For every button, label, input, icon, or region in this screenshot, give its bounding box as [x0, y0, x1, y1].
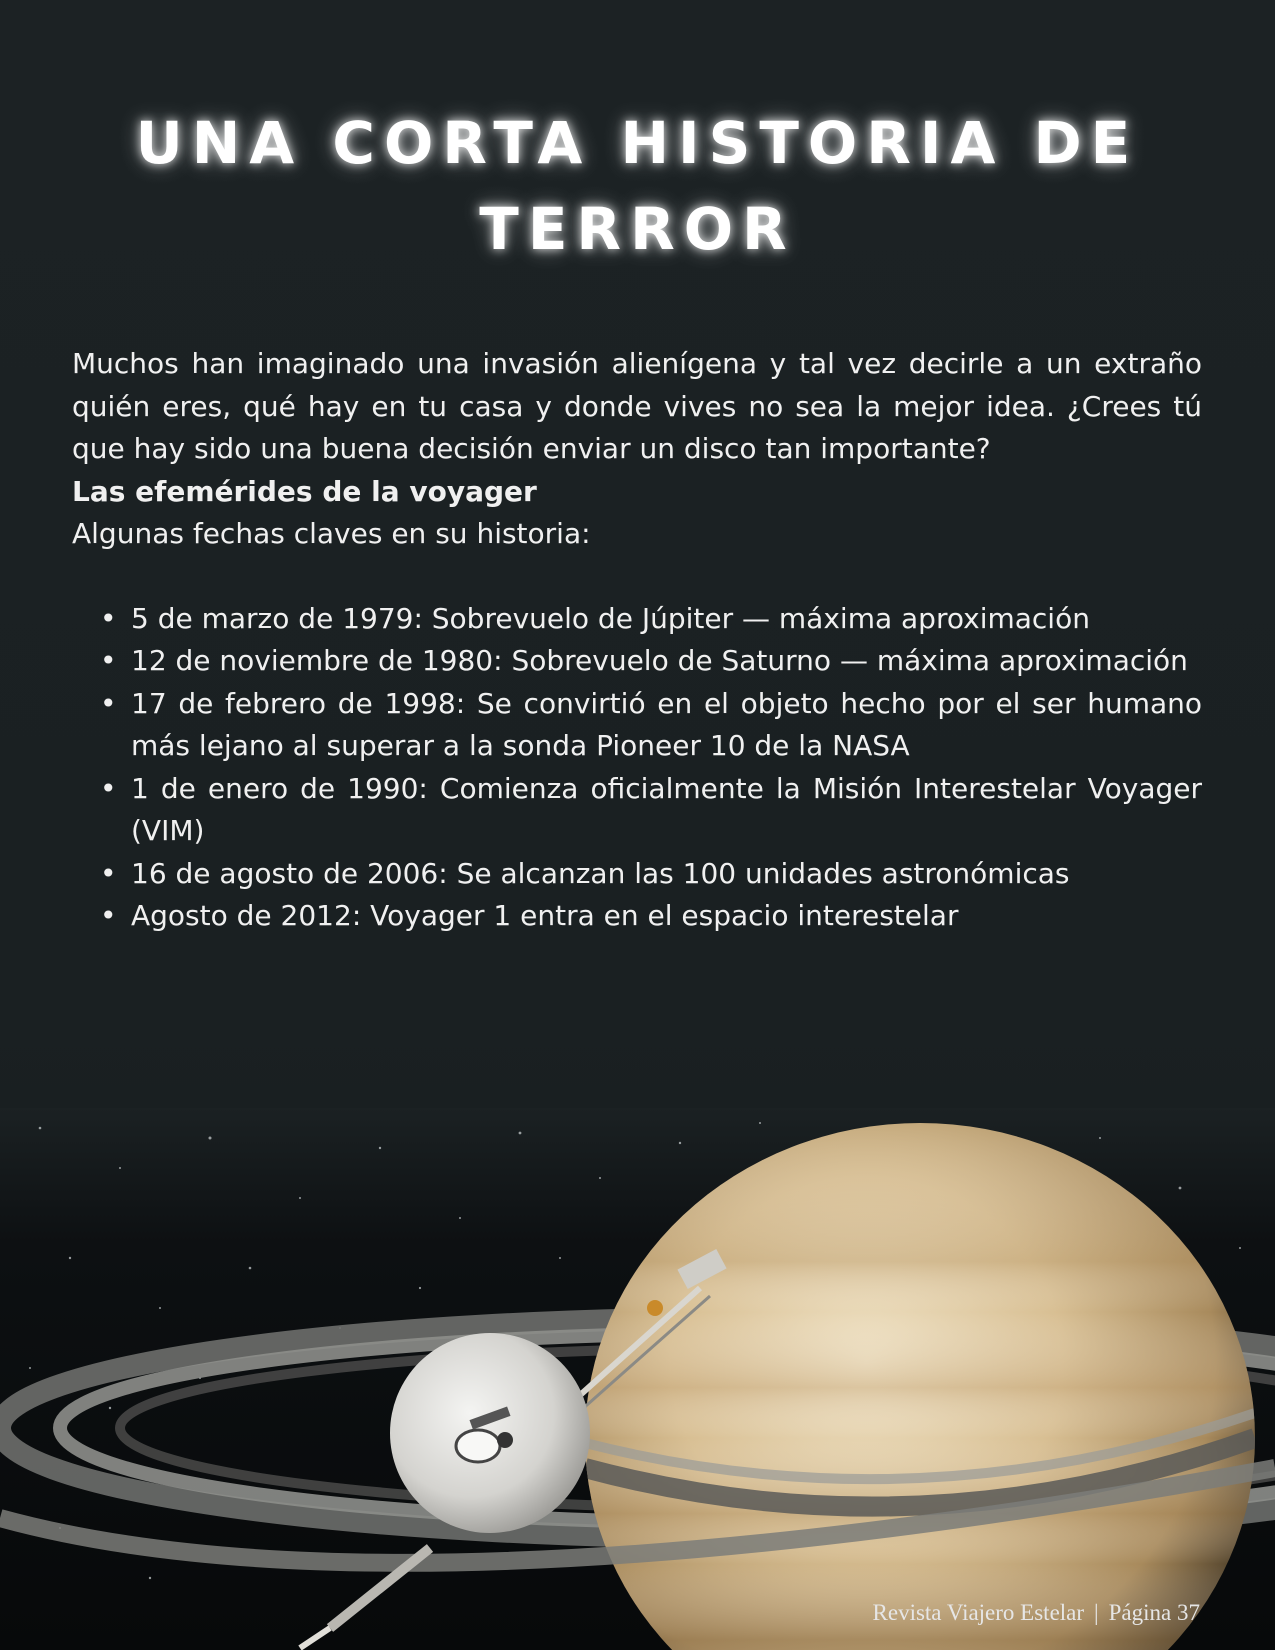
- timeline-item-text: 16 de agosto de 2006: Se alcanzan las 100 unidades astronómicas: [131, 856, 1070, 890]
- page-number: Página 37: [1108, 1600, 1200, 1625]
- title-line-1: UNA CORTA HISTORIA DE: [135, 109, 1140, 177]
- bullet-icon: •: [100, 601, 117, 635]
- magazine-name: Revista Viajero Estelar: [872, 1600, 1085, 1625]
- section-subheading: Las efemérides de la voyager: [72, 474, 537, 508]
- timeline-item: [72, 895, 1202, 938]
- timeline-lead: Algunas fechas claves en su historia:: [72, 517, 591, 550]
- timeline-item: [72, 768, 1202, 853]
- timeline-item: [72, 598, 1202, 641]
- timeline-item-text: 12 de noviembre de 1980: Sobrevuelo de Saturno — máxima aproximación: [131, 644, 1188, 677]
- bullet-icon: •: [100, 856, 117, 890]
- page-title: [100, 100, 1175, 272]
- bullet-icon: •: [100, 899, 117, 932]
- bullet-icon: •: [100, 686, 117, 720]
- title-line-2: TERROR: [479, 195, 796, 263]
- bullet-icon: •: [100, 771, 117, 805]
- timeline-item: [72, 683, 1202, 768]
- timeline-item-text: 17 de febrero de 1998: Se convirtió en el objeto hecho por el ser humano más lejano al superar a la sonda Pioneer 10 de la NASA: [131, 686, 1202, 762]
- saturn-voyager-illustration: [0, 1108, 1275, 1650]
- timeline-item-text: 1 de enero de 1990: Comienza oficialmente la Misión Interestelar Voyager (VIM): [131, 771, 1202, 847]
- timeline-item-text: 5 de marzo de 1979: Sobrevuelo de Júpiter — máxima aproximación: [131, 601, 1090, 635]
- timeline-item: [72, 640, 1202, 683]
- article-body: [72, 343, 1202, 938]
- bullet-icon: •: [100, 644, 117, 677]
- intro-paragraph: Muchos han imaginado una invasión alienígena y tal vez decirle a un extraño quién eres, qué hay en tu casa y donde vives no sea la mejor idea. ¿Crees tú que hay sido una buena decisión enviar un disco tan importante?: [72, 347, 1202, 465]
- page-footer: [873, 1600, 1200, 1626]
- footer-separator: |: [1094, 1600, 1099, 1625]
- timeline-item: [72, 853, 1202, 896]
- timeline-item-text: Agosto de 2012: Voyager 1 entra en el espacio interestelar: [131, 899, 959, 932]
- timeline-list: [72, 598, 1202, 938]
